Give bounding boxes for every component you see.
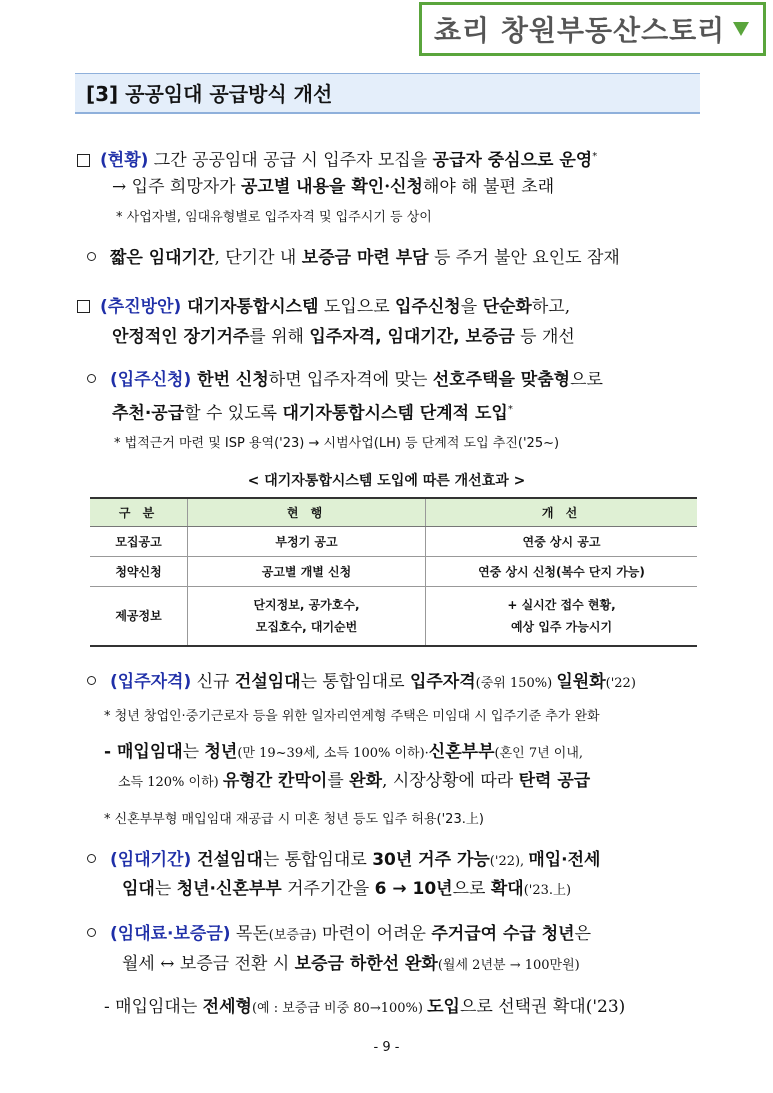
square-bullet-icon: [77, 154, 90, 167]
section-title: [3] 공공임대 공급방식 개선: [86, 82, 333, 106]
text: 입주자격: [409, 672, 476, 692]
table-cell: [426, 587, 698, 647]
text: 대기자통합시스템 단계적 도입: [282, 403, 508, 424]
table-cell: 제공정보: [90, 587, 188, 647]
text: 확대: [490, 879, 524, 899]
text: (보증금): [268, 928, 317, 943]
fee-line-1: [87, 922, 591, 948]
text: 탄력 공급: [518, 771, 591, 791]
table-cell: 모집공고: [90, 527, 188, 557]
text: 으로: [452, 879, 491, 899]
text: 으로 선택권 확대('23): [459, 997, 626, 1017]
qual-note-1: * 청년 창업인·중기근로자 등을 위한 일자리연계형 주택은 미임대 시 입주기준 추가 완화: [104, 709, 600, 724]
circle-bullet-icon: [87, 374, 96, 383]
col-header: 구 분: [90, 498, 188, 527]
text: 입주신청: [395, 297, 461, 317]
text: ('22),: [489, 854, 529, 869]
table-row: [90, 527, 697, 557]
text: 을: [460, 297, 483, 317]
text: 추천·공급: [112, 403, 185, 424]
text: 도입으로: [318, 297, 396, 317]
circle-bullet-icon: [87, 252, 96, 261]
text: 공고별 내용을 확인·신청: [241, 177, 423, 197]
text: 건설임대: [234, 672, 301, 692]
current-note: * 사업자별, 임대유형별로 입주자격 및 입주시기 등 상이: [116, 210, 432, 225]
text: 공급자 중심으로 운영: [432, 150, 593, 171]
text: 해야 해 불편 초래: [422, 177, 555, 197]
current-line-1: [77, 145, 597, 173]
qual-line-1: [87, 670, 636, 696]
col-header: 현 행: [188, 498, 426, 527]
plan-line-1: [77, 295, 570, 319]
text: 는 통합임대로: [262, 850, 373, 870]
text: ('22): [605, 676, 636, 691]
text: 6 → 10년: [374, 879, 453, 899]
table-row: [90, 557, 697, 587]
text: 건설임대: [191, 850, 263, 870]
text: 는 통합임대로: [300, 672, 410, 692]
text: 월세 ↔ 보증금 전환 시: [122, 954, 295, 974]
fee-detail-line: [104, 995, 625, 1021]
text: 일원화: [556, 672, 606, 692]
circle-bullet-icon: [87, 676, 96, 685]
text: 단순화: [482, 297, 532, 317]
improvement-table: [90, 497, 697, 647]
text: 보증금 마련 부담: [301, 248, 429, 268]
fee-tag: (임대료·보증금): [110, 924, 231, 944]
circle-bullet-icon: [87, 928, 96, 937]
page-number: - 9 -: [373, 1040, 400, 1055]
table-cell: 연중 상시 신청(복수 단지 가능): [426, 557, 698, 587]
table-cell: 연중 상시 공고: [426, 527, 698, 557]
text: 소득 120% 이하): [118, 775, 223, 790]
text: 신규: [191, 672, 235, 692]
table-row: [90, 587, 697, 647]
text: 임대: [122, 879, 155, 899]
text: 안정적인 장기거주: [112, 327, 250, 347]
table-caption: < 대기자통합시스템 도입에 따른 개선효과 >: [247, 473, 526, 489]
text: 는: [182, 742, 205, 762]
triangle-down-icon: [733, 22, 749, 36]
current-tag: (현황): [100, 150, 149, 171]
text: → 입주 희망자가: [112, 177, 241, 197]
text: 보증금 하한선 완화: [294, 954, 438, 974]
text: 를 위해: [249, 327, 310, 347]
apply-line-2: [112, 398, 513, 426]
text: 은: [574, 924, 592, 944]
text: 마련이 어려운: [316, 924, 432, 944]
text: 선호주택을 맞춤형: [432, 370, 571, 390]
apply-line-1: [87, 368, 603, 392]
cell-line: 단지정보, 공가호수,: [253, 598, 360, 612]
footnote-mark: *: [507, 404, 513, 415]
circle-bullet-icon: [87, 854, 96, 863]
text: ('23.上): [523, 883, 572, 898]
text: 매입·전세: [528, 850, 601, 870]
text: 등 주거 불안 요인도 잠재: [428, 248, 620, 268]
text: 신혼부부: [428, 742, 495, 762]
qual-detail-line-1: [104, 740, 583, 766]
text: 등 개선: [514, 327, 575, 347]
current-sub-line: [87, 246, 620, 270]
text: (중위 150%): [475, 676, 557, 691]
cell-line: 모집호수, 대기순번: [255, 620, 358, 634]
text: 를: [327, 771, 350, 791]
qual-detail-line-2: [118, 769, 590, 795]
table-cell: 부정기 공고: [188, 527, 426, 557]
brand-logo-text: 쵸리 창원부동산스토리: [434, 14, 726, 47]
col-header: 개 선: [426, 498, 698, 527]
text: 하면 입주자격에 맞는: [268, 370, 433, 390]
plan-tag: (추진방안): [100, 297, 182, 317]
period-line-2: [122, 877, 571, 903]
square-bullet-icon: [77, 300, 90, 313]
text: 는: [154, 879, 177, 899]
text: 입주자격, 임대기간, 보증금: [309, 327, 515, 347]
table-cell: [188, 587, 426, 647]
text: 전세형: [202, 997, 252, 1017]
text: - 매입임대는: [104, 997, 203, 1017]
current-line-2: [112, 175, 554, 199]
qual-note-2: * 신혼부부형 매입임대 재공급 시 미혼 청년 등도 입주 허용('23.上): [104, 812, 484, 827]
table-header-row: [90, 498, 697, 527]
cell-line: + 실시간 접수 현황,: [507, 598, 616, 612]
text: 완화: [349, 771, 383, 791]
text: 짧은 임대기간: [110, 248, 215, 268]
period-line-1: [87, 848, 600, 874]
text: 청년: [204, 742, 238, 762]
text: , 시장상황에 따라: [382, 771, 519, 791]
text: 하고,: [531, 297, 571, 317]
table-cell: 청약신청: [90, 557, 188, 587]
text: (월세 2년분 → 100만원): [437, 958, 580, 973]
text: 주거급여 수급 청년: [431, 924, 575, 944]
text: 청년·신혼부부: [176, 879, 282, 899]
period-tag: (임대기간): [110, 850, 192, 870]
text: 대기자통합시스템: [181, 297, 319, 317]
text: - 매입임대: [104, 742, 183, 762]
text: 목돈: [230, 924, 269, 944]
text: (예 : 보증금 비중 80→100%): [251, 1001, 428, 1016]
fee-line-2: [122, 952, 580, 978]
text: 할 수 있도록: [184, 403, 283, 424]
brand-logo: [419, 2, 766, 56]
apply-note: * 법적근거 마련 및 ISP 용역('23) → 시범사업(LH) 등 단계적 도입 추진('25~): [114, 436, 560, 451]
text: 한번 신청: [191, 370, 269, 390]
cell-line: 예상 입주 가능시기: [510, 620, 613, 634]
apply-tag: (입주신청): [110, 370, 192, 390]
text: (만 19~39세, 소득 100% 이하)·: [237, 746, 429, 761]
footnote-mark: *: [592, 151, 598, 162]
text: 으로: [570, 370, 603, 390]
text: 유형간 칸막이: [222, 771, 328, 791]
text: 거주기간을: [281, 879, 375, 899]
text: 그간 공공임대 공급 시 입주자 모집을: [148, 150, 433, 171]
table-cell: 공고별 개별 신청: [188, 557, 426, 587]
text: 30년 거주 가능: [372, 850, 490, 870]
text: 도입: [427, 997, 460, 1017]
plan-line-2: [112, 325, 575, 349]
text: (혼인 7년 이내,: [494, 746, 584, 761]
text: , 단기간 내: [214, 248, 302, 268]
qual-tag: (입주자격): [110, 672, 192, 692]
